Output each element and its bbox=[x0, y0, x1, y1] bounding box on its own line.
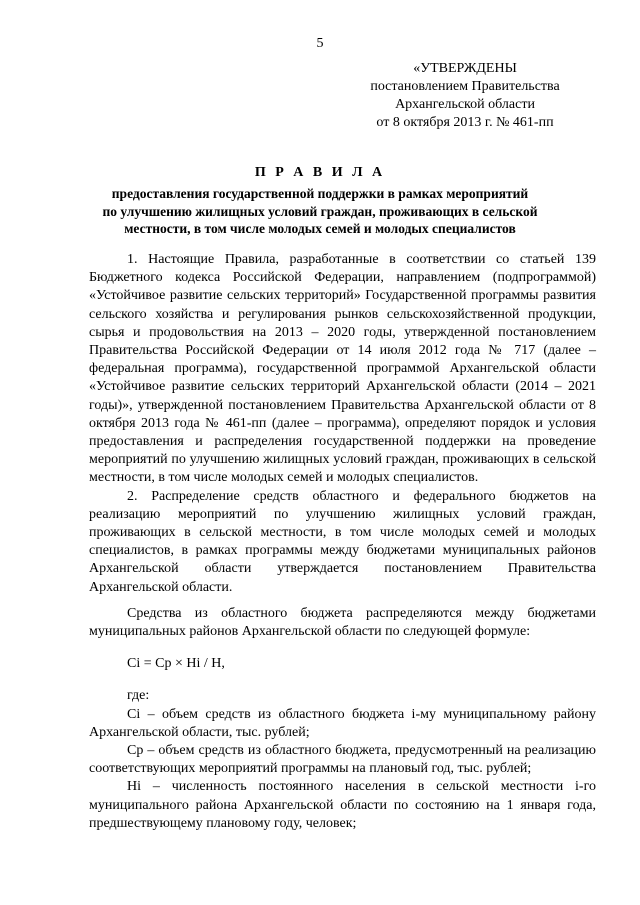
document-subtitle bbox=[70, 185, 570, 238]
approval-stamp bbox=[340, 60, 590, 132]
document-title: П Р А В И Л А bbox=[254, 165, 386, 180]
formula: Ci = Ср × Нi / Н, bbox=[127, 656, 225, 672]
approval-line: постановлением Правительства bbox=[370, 79, 560, 94]
paragraph-3: Средства из областного бюджета распределяются между бюджетами муниципальных районов Архангельской области по следующей формуле: bbox=[89, 605, 596, 640]
paragraph-1: 1. Настоящие Правила, разработанные в соответствии со статьей 139 Бюджетного кодекса Российской Федерации, направлением (подпрограммой) «Устойчивое развитие сельских территорий» Государственной программы развития сельского хозяйства и регулирования рынков сельскохозяйственной продукции, сырья и продовольствия на 2013 – 2020 годы, утвержденной постановлением Правительства Российской Федерации от 14 июля 2012 года № 717 (далее – федеральная программа), государственной программой Архангельской области «Устойчивое развитие сельских территорий Архангельской области (2014 – 2021 годы)», утвержденной постановлением Правительства Архангельской области от 8 октября 2013 года № 461-пп (далее – программа), определяют порядок и условия предоставления и распределения государственной поддержки на проведение мероприятий по улучшению жилищных условий граждан, проживающих в сельской местности, в том числе молодых семей и молодых специалистов. bbox=[89, 252, 596, 486]
subtitle-line: по улучшению жилищных условий граждан, проживающих в сельской bbox=[102, 203, 538, 219]
definition-hi: Нi – численность постоянного населения в сельской местности i-го муниципального района Архангельской области по состоянию на 1 января года, предшествующему плановому году, человек; bbox=[89, 779, 596, 831]
definition-ci: Ci – объем средств из областного бюджета i-му муниципальному району Архангельской области, тыс. рублей; bbox=[89, 706, 596, 740]
definition-cp: Ср – объем средств из областного бюджета, предусмотренный на реализацию соответствующих мероприятий программы на плановый год, тыс. рублей; bbox=[89, 743, 596, 777]
where-label: где: bbox=[127, 688, 150, 704]
approval-line: от 8 октября 2013 г. № 461-пп bbox=[376, 115, 554, 130]
paragraph-2: 2. Распределение средств областного и федерального бюджетов на реализацию мероприятий по улучшению жилищных условий граждан, проживающих в сельской местности, в том числе молодых семей и молодых специалистов, в рамках программы между бюджетами муниципальных районов Архангельской области утверждается постановлением Правительства Архангельской области. bbox=[89, 488, 596, 595]
subtitle-line: предоставления государственной поддержки в рамках мероприятий bbox=[111, 186, 529, 201]
subtitle-line: местности, в том числе молодых семей и молодых специалистов bbox=[124, 221, 516, 236]
page-number: 5 bbox=[316, 36, 324, 51]
approval-line: Архангельской области bbox=[395, 97, 535, 112]
approval-line: «УТВЕРЖДЕНЫ bbox=[413, 61, 517, 76]
document-body bbox=[89, 251, 596, 833]
